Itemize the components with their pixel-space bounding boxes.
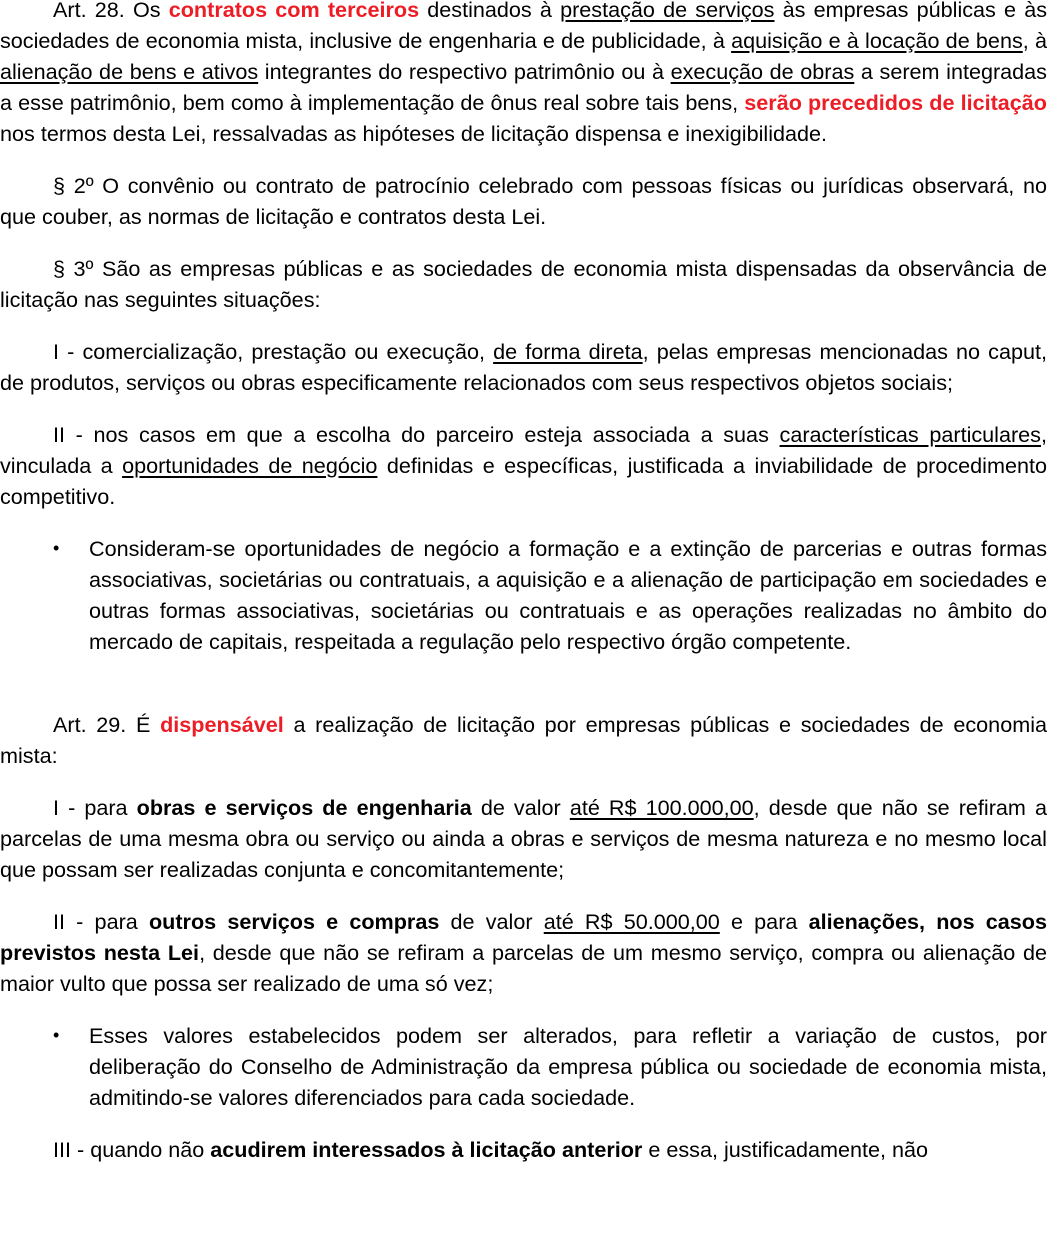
art29-inciso-2 (0, 906, 1047, 999)
inciso-1 (0, 336, 1047, 398)
text: e essa, justificadamente, não (642, 1137, 929, 1162)
text: a realização de licitação por empresas públicas e sociedades de economia mista: (0, 712, 1047, 768)
bold-alienacoes: alienações, nos casos previstos nesta Lei (0, 909, 1047, 965)
underline-oportunidades: oportunidades de negócio (122, 453, 378, 478)
paragraph-3: § 3º São as empresas públicas e as sociedades de economia mista dispensadas da observância de licitação nas seguintes situações: (0, 256, 1047, 312)
bold-acudirem: acudirem interessados à licitação anterior (210, 1137, 643, 1162)
text: , desde que não se refiram a parcelas de um mesmo serviço, compra ou alienação de maior vulto que possa ser realizado de uma só vez; (0, 940, 1047, 996)
underline-aquisicao: aquisição e à locação de bens (731, 28, 1023, 53)
text: II - nos casos em que a escolha do parceiro esteja associada a suas (53, 422, 780, 447)
underline-forma-direta: de forma direta (493, 339, 643, 364)
bullet-item: • Consideram-se oportunidades de negócio a formação e a extinção de parcerias e outras formas associativas, societárias ou contratuais, a aquisição e a alienação de participação em sociedades e outras formas associativas, societárias ou contratuais e as operações realizadas no âmbito do mercado de capitais, respeitada a regulação pelo respectivo órgão competente. (89, 533, 1047, 657)
underline-execucao: execução de obras (670, 59, 855, 84)
highlight-dispensavel: dispensável (160, 712, 284, 737)
text: definidas e específicas, justificada a inviabilidade de procedimento competitivo. (0, 453, 1047, 509)
highlight-contratos: contratos com terceiros (168, 0, 420, 22)
bullet-item: • Esses valores estabelecidos podem ser alterados, para refletir a variação de custos, por deliberação do Conselho de Administração da empresa pública ou sociedade de economia mista, admitindo-se valores diferenciados para cada sociedade. (89, 1020, 1047, 1113)
bold-obras: obras e serviços de engenharia (136, 795, 472, 820)
underline-valor-100: até R$ 100.000,00 (569, 795, 754, 820)
highlight-precedidos: serão precedidos de licitação (744, 90, 1047, 115)
inciso-2 (0, 419, 1047, 512)
text: de valor (471, 795, 570, 820)
text: , vinculada a (0, 422, 1047, 478)
art29-inciso-1 (0, 792, 1047, 885)
underline-valor-50: até R$ 50.000,00 (543, 909, 720, 934)
text: destinados à (419, 0, 561, 22)
underline-alienacao: alienação de bens e ativos (0, 59, 259, 84)
art29-inciso-3 (0, 1134, 1047, 1165)
text: III - quando não (53, 1137, 211, 1162)
paragraph-2: § 2º O convênio ou contrato de patrocínio celebrado com pessoas físicas ou jurídicas observará, no que couber, as normas de licitação e contratos desta Lei. (0, 173, 1047, 229)
text: , à (1022, 28, 1047, 53)
text: às empresas públicas e às sociedades de economia mista, inclusive de engenharia e de publicidade, à (0, 0, 1047, 53)
text: a serem integradas a esse patrimônio, bem como à implementação de ônus real sobre tais bens, (0, 59, 1047, 115)
art29-paragraph (0, 709, 1047, 771)
underline-caracteristicas: características particulares (779, 422, 1041, 447)
text: , desde que não se refiram a parcelas de uma mesma obra ou serviço ou ainda a obras e serviços de mesma natureza e no mesmo local que possam ser realizadas conjunta e concomitantemente; (0, 795, 1047, 882)
text: integrantes do respectivo patrimônio ou à (258, 59, 671, 84)
text: Art. 28. Os (53, 0, 169, 22)
text: I - para (53, 795, 137, 820)
spacer (0, 678, 1047, 709)
text: e para (719, 909, 809, 934)
text: Art. 29. É (53, 712, 161, 737)
text: de valor (439, 909, 544, 934)
text: nos termos desta Lei, ressalvadas as hipóteses de licitação dispensa e inexigibilidade. (0, 121, 828, 146)
text: I - comercialização, prestação ou execução, (53, 339, 494, 364)
bold-outros-servicos: outros serviços e compras (148, 909, 440, 934)
text: II - para (53, 909, 149, 934)
bullet-list-1 (0, 533, 1047, 657)
text: , pelas empresas mencionadas no caput, de produtos, serviços ou obras especificamente relacionados com seus respectivos objetos sociais; (0, 339, 1047, 395)
underline-prestacao: prestação de serviços (560, 0, 775, 22)
art28-paragraph (0, 0, 1047, 149)
bullet-list-2 (0, 1020, 1047, 1113)
